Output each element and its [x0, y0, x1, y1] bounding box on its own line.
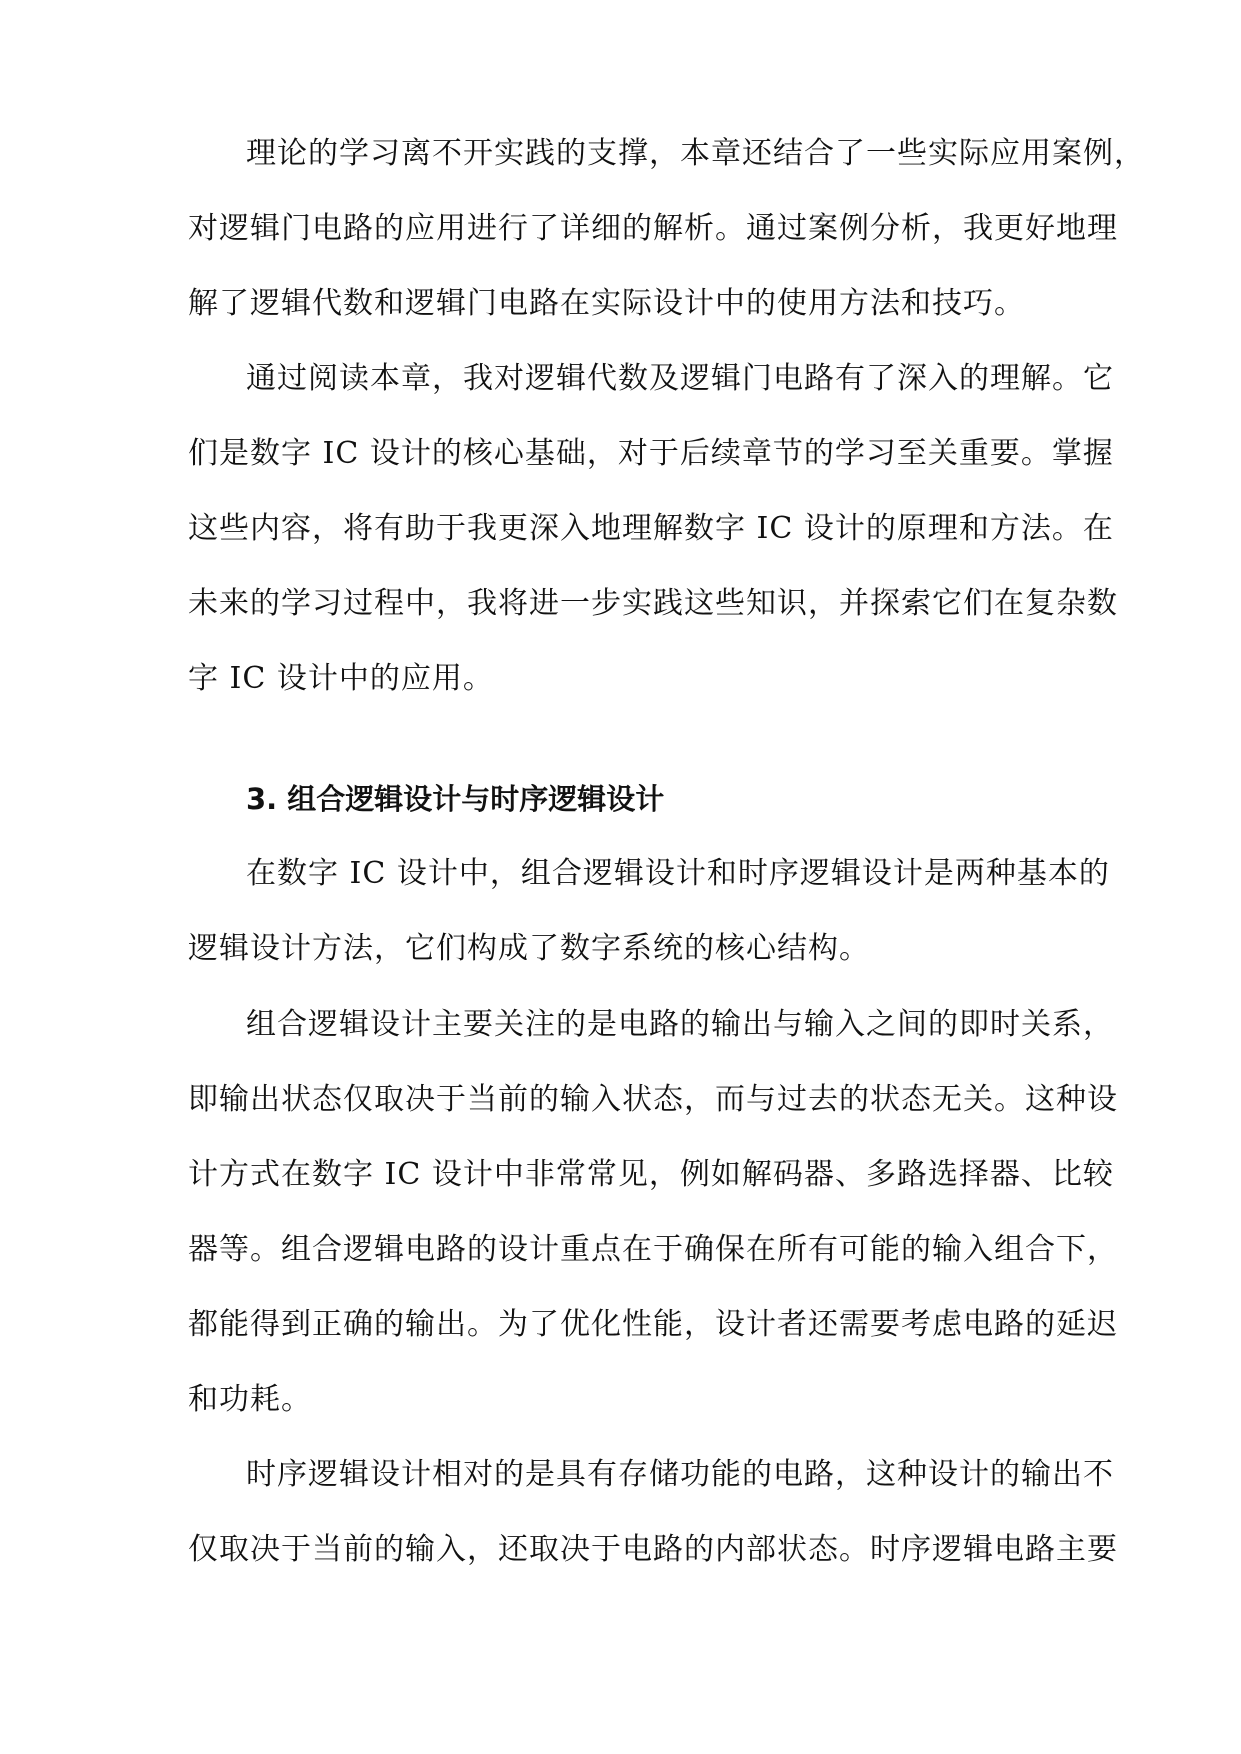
paragraph-4-line-2: 即输出状态仅取决于当前的输入状态，而与过去的状态无关。这种设: [188, 1082, 1118, 1117]
paragraph-2-line-4: 未来的学习过程中，我将进一步实践这些知识，并探索它们在复杂数: [188, 586, 1118, 621]
paragraph-2-line-5: 字 IC 设计中的应用。: [188, 661, 494, 696]
paragraph-2-line-3: 这些内容，将有助于我更深入地理解数字 IC 设计的原理和方法。在: [188, 511, 1114, 546]
section-heading: 3. 组合逻辑设计与时序逻辑设计: [246, 782, 665, 816]
paragraph-5-line-1: 时序逻辑设计相对的是具有存储功能的电路，这种设计的输出不: [246, 1457, 1114, 1492]
paragraph-2-line-2: 们是数字 IC 设计的核心基础，对于后续章节的学习至关重要。掌握: [188, 436, 1114, 471]
paragraph-4-line-4: 器等。组合逻辑电路的设计重点在于确保在所有可能的输入组合下，: [188, 1232, 1118, 1267]
paragraph-1-line-2: 对逻辑门电路的应用进行了详细的解析。通过案例分析，我更好地理: [188, 211, 1118, 246]
paragraph-4-line-3: 计方式在数字 IC 设计中非常常见，例如解码器、多路选择器、比较: [188, 1157, 1114, 1192]
paragraph-3-line-1: 在数字 IC 设计中，组合逻辑设计和时序逻辑设计是两种基本的: [246, 856, 1110, 891]
paragraph-4-line-1: 组合逻辑设计主要关注的是电路的输出与输入之间的即时关系，: [246, 1007, 1114, 1042]
paragraph-5-line-2: 仅取决于当前的输入，还取决于电路的内部状态。时序逻辑电路主要: [188, 1532, 1118, 1567]
paragraph-2-line-1: 通过阅读本章，我对逻辑代数及逻辑门电路有了深入的理解。它: [246, 361, 1114, 396]
paragraph-4-line-5: 都能得到正确的输出。为了优化性能，设计者还需要考虑电路的延迟: [188, 1307, 1118, 1342]
paragraph-1-line-3: 解了逻辑代数和逻辑门电路在实际设计中的使用方法和技巧。: [188, 286, 1025, 321]
paragraph-3-line-2: 逻辑设计方法，它们构成了数字系统的核心结构。: [188, 931, 870, 966]
paragraph-4-line-6: 和功耗。: [188, 1382, 312, 1417]
paragraph-1-line-1: 理论的学习离不开实践的支撑，本章还结合了一些实际应用案例，: [246, 136, 1145, 171]
